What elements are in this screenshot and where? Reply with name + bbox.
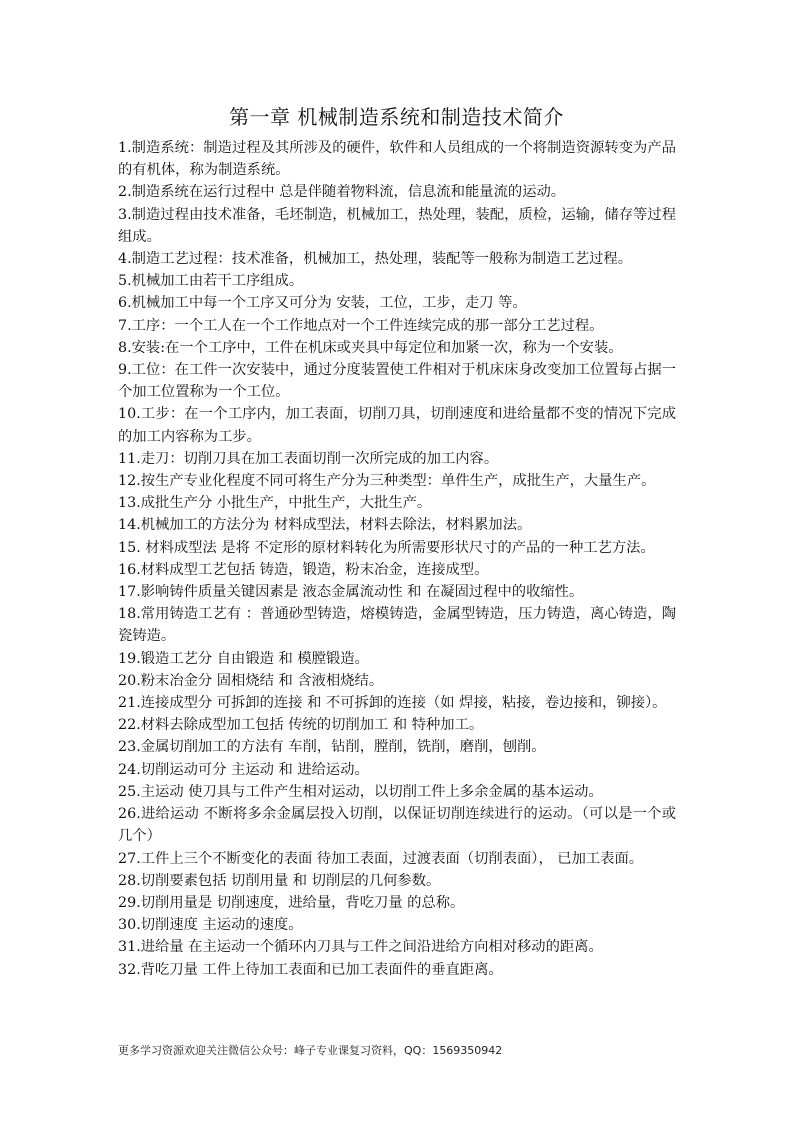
page-title: 第一章 机械制造系统和制造技术简介 [229, 105, 564, 129]
paragraph-13: 13.成批生产分 小批生产，中批生产，大批生产。 [118, 495, 432, 512]
paragraph-20: 20.粉末冶金分 固相烧结 和 含液相烧结。 [118, 672, 384, 689]
paragraph-7: 7.工序：一个工人在一个工作地点对一个工件连续完成的那一部分工艺过程。 [118, 317, 604, 334]
paragraph-11: 11.走刀：切削刀具在加工表面切削一次所完成的加工内容。 [118, 450, 499, 467]
page-footer: 更多学习资源欢迎关注微信公众号：峰子专业课复习资料，QQ：1569350942 [118, 1044, 503, 1057]
paragraph-32: 32.背吃刀量 工件上待加工表面和已加工表面件的垂直距离。 [118, 961, 503, 978]
paragraph-1: 1.制造系统：制造过程及其所涉及的硬件，软件和人员组成的一个将制造资源转变为产品的有机体，称为制造系统。 [118, 140, 676, 179]
paragraph-17: 17.影响铸件质量关键因素是 液态金属流动性 和 在凝固过程中的收缩性。 [118, 584, 584, 601]
paragraph-8: 8.安装:在一个工序中，工件在机床或夹具中每定位和加紧一次，称为一个安装。 [118, 339, 623, 356]
paragraph-16: 16.材料成型工艺包括 铸造，锻造，粉末冶金，连接成型。 [118, 561, 489, 578]
paragraph-22: 22.材料去除成型加工包括 传统的切削加工 和 特种加工。 [118, 717, 484, 734]
paragraph-28: 28.切削要素包括 切削用量 和 切削层的几何参数。 [118, 872, 441, 889]
paragraph-31: 31.进给量 在主运动一个循环内刀具与工件之间沿进给方向相对移动的距离。 [118, 939, 603, 956]
paragraph-23: 23.金属切削加工的方法有 车削，钻削，膛削，铣削，磨削，刨削。 [118, 739, 546, 756]
paragraph-10: 10.工步：在一个工序内，加工表面，切削刀具，切削速度和进给量都不变的情况下完成的加工内容称为工步。 [118, 406, 676, 445]
paragraph-4: 4.制造工艺过程：技术准备，机械加工，热处理，装配等一般称为制造工艺过程。 [118, 251, 633, 268]
paragraph-19: 19.锻造工艺分 自由锻造 和 模膛锻造。 [118, 650, 369, 667]
paragraph-21: 21.连接成型分 可拆卸的连接 和 不可拆卸的连接（如 焊接，粘接，卷边接和，铆接）。 [118, 695, 667, 712]
paragraph-15: 15. 材料成型法 是将 不定形的原材料转化为所需要形状尺寸的产品的一种工艺方法。 [118, 539, 655, 556]
paragraph-25: 25.主运动 使刀具与工件产生相对运动，以切削工件上多余金属的基本运动。 [118, 783, 603, 800]
paragraph-14: 14.机械加工的方法分为 材料成型法，材料去除法，材料累加法。 [118, 517, 532, 534]
paragraph-2: 2.制造系统在运行过程中 总是伴随着物料流，信息流和能量流的运动。 [118, 184, 566, 201]
paragraph-18: 18.常用铸造工艺有 ：普通砂型铸造，熔模铸造，金属型铸造，压力铸造，离心铸造，陶瓷铸造。 [118, 606, 676, 645]
paragraph-27: 27.工件上三个不断变化的表面 待加工表面，过渡表面（切削表面）， 已加工表面。 [118, 850, 644, 867]
paragraph-6: 6.机械加工中每一个工序又可分为 安装，工位，工步，走刀 等。 [118, 295, 527, 312]
paragraph-9: 9.工位：在工件一次安装中，通过分度装置使工件相对于机床床身改变加工位置每占据一个加工位置称为一个工位。 [118, 362, 676, 401]
document-body [118, 137, 676, 981]
paragraph-29: 29.切削用量是 切削速度，进给量，背吃刀量 的总称。 [118, 894, 465, 911]
paragraph-5: 5.机械加工由若干工序组成。 [118, 273, 304, 290]
paragraph-26: 26.进给运动 不断将多余金属层投入切削，以保证切削连续进行的运动。（可以是一个或几个） [118, 806, 676, 845]
paragraph-30: 30.切削速度 主运动的速度。 [118, 917, 303, 934]
paragraph-24: 24.切削运动可分 主运动 和 进给运动。 [118, 761, 369, 778]
paragraph-3: 3.制造过程由技术准备，毛坯制造，机械加工，热处理，装配，质检，运输，储存等过程组成。 [118, 206, 676, 245]
paragraph-12: 12.按生产专业化程度不同可将生产分为三种类型：单件生产，成批生产，大量生产。 [118, 473, 656, 490]
